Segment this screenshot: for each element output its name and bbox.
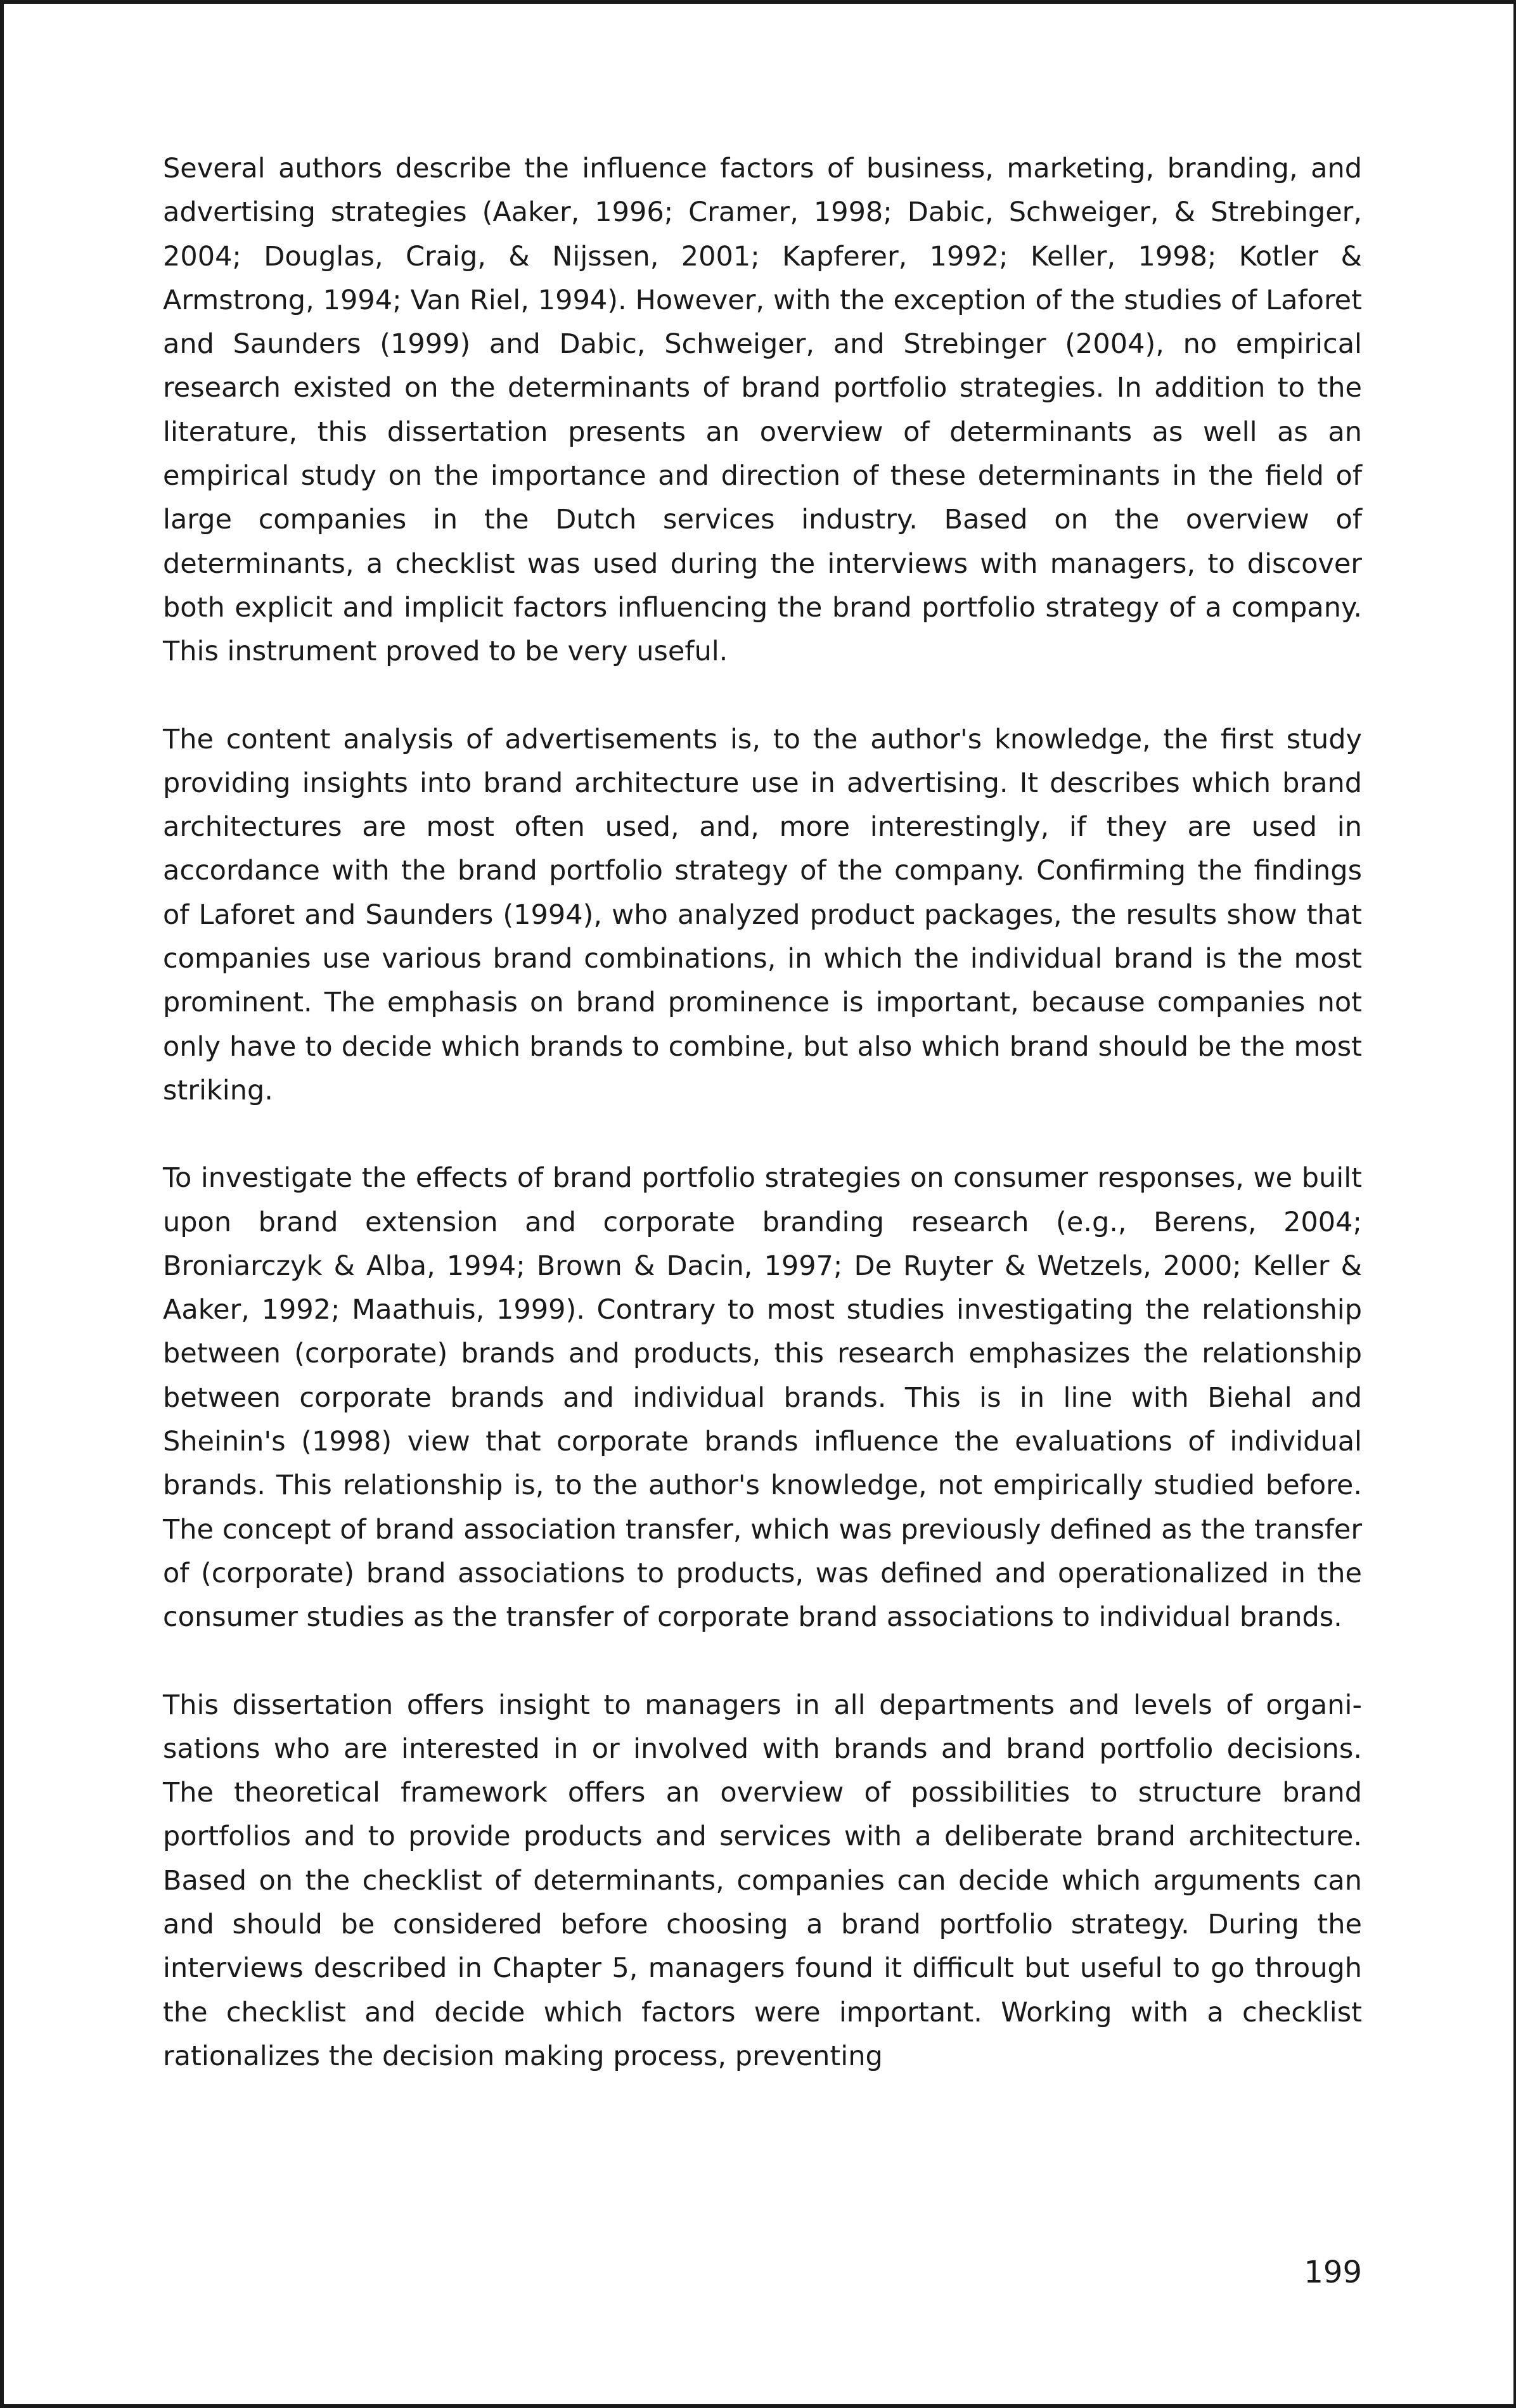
paragraph-managerial-insight: This dissertation offers insight to managers in all departments and levels of organisations who are interested in or involved with brands and brand portfolio decisions. The theoretical framework offers an overview of possibilities to structure brand portfolios and to provide products and services with a deliberate brand architecture. Based on the checklist of determinants, companies can decide which arguments can and should be considered before choosing a brand portfolio strategy. During the interviews described in Chapter 5, managers found it difficult but useful to go through the checklist and decide which factors were important. Working with a checklist rationalizes the decision making process, preventing xyxy=(163,1689,1362,2072)
paragraph-determinants: Several authors describe the influence factors of business, marketing, branding, and advertising strategies (Aaker, 1996; Cramer, 1998; Dabic, Schweiger, & Strebinger, 2004; Douglas, Craig, & Nijssen, 2001; Kapferer, 1992; Keller, 1998; Kotler & Armstrong, 1994; Van Riel, 1994). However, with the exception of the studies of Laforet and Saunders (1999) and Dabic, Schweiger, and Strebinger (2004), no empirical research existed on the determinants of brand portfolio strategies. In addition to the literature, this dissertation presents an overview of determinants as well as an empirical study on the importance and direction of these determinants in the field of large companies in the Dutch services industry. Based on the overview of determinants, a checklist was used during the interviews with managers, to discover both explicit and implicit factors influencing the brand portfolio strategy of a company. This instrument proved to be very useful. xyxy=(163,153,1362,668)
paragraph-consumer-responses: To investigate the effects of brand portfolio strategies on consumer responses, we built upon brand extension and corporate branding research (e.g., Berens, 2004; Broniarczyk & Alba, 1994; Brown & Dacin, 1997; De Ruyter & Wetzels, 2000; Keller & Aaker, 1992; Maathuis, 1999). Contrary to most studies investigating the relationship between (corporate) brands and products, this research emphasizes the relationship between corporate brands and individual brands. This is in line with Biehal and Sheinin's (1998) view that corporate brands influence the evaluations of individual brands. This relationship is, to the author's knowledge, not empirically studied before. The concept of brand association transfer, which was previously defined as the transfer of (corporate) brand associations to products, was defined and operationalized in the consumer studies as the transfer of corporate brand associations to individual brands. xyxy=(163,1162,1362,1634)
page-number: 199 xyxy=(1304,2255,1362,2290)
paragraph-content-analysis: The content analysis of advertisements is, to the author's knowledge, the first study providing insights into brand architecture use in advertising. It describes which brand architectures are most often used, and, more interestingly, if they are used in accordance with the brand portfolio strategy of the company. Confirming the findings of Laforet and Saunders (1994), who analyzed product packages, the results show that companies use various brand combinations, in which the individual brand is the most prominent. The emphasis on brand prominence is important, because companies not only have to decide which brands to combine, but also which brand should be the most striking. xyxy=(163,723,1362,1106)
body-text xyxy=(163,147,1362,2122)
